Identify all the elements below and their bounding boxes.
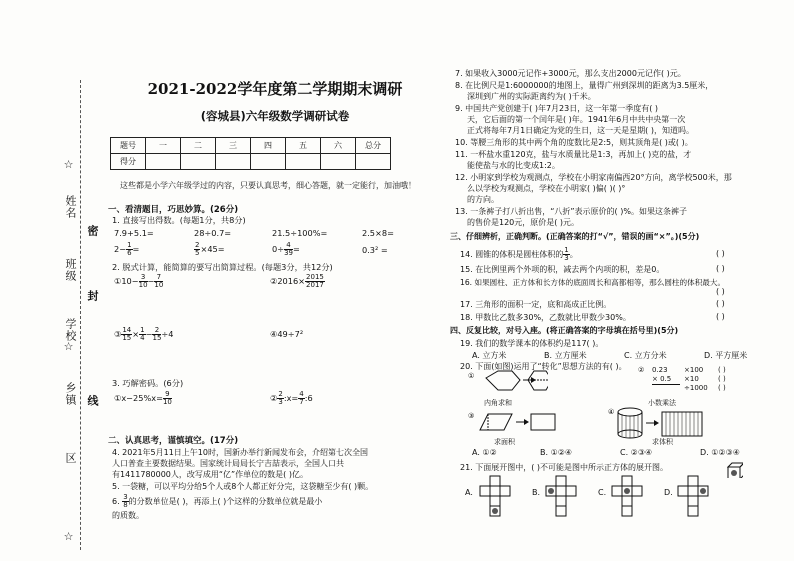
q11-line2: 能使盐与水的比变成1:2。 — [467, 161, 560, 170]
section-3-title: 三、仔细辨析，正确判断。(正确答案的打“√”，错误的画“×”。)(5分) — [450, 232, 700, 241]
binding-margin — [0, 0, 100, 561]
q7-text: 7. 如果收入3000元记作+3000元，那么支出2000元记作( )元。 — [455, 69, 686, 78]
cube-net-b — [544, 474, 584, 522]
q3-item-text: :6 — [304, 393, 313, 403]
star-mark: ☆ — [62, 530, 75, 544]
q13-line1: 13. 一条裤子打八折出售，“八折”表示原价的( )%。如果这条裤子 — [455, 207, 687, 216]
score-cell[interactable] — [251, 154, 286, 170]
q2-text: 2. 脱式计算，能简算的要写出简算过程。(每题3分，共12分) — [112, 262, 333, 272]
score-header-row — [111, 138, 391, 154]
score-cell[interactable] — [356, 154, 391, 170]
q4-line2: 人口普查主要数据结果。国家统计局局长宁吉喆表示，全国人口共 — [112, 459, 344, 468]
option-b[interactable]: B. ①②④ — [540, 448, 573, 457]
calc-line: ×10 — [684, 375, 699, 383]
option-d[interactable]: D. ①②③④ — [700, 448, 740, 457]
diagram-label-2: 小数乘法 — [648, 399, 676, 407]
q3-item-text: ①x−25%x= — [114, 393, 163, 403]
section-2-title: 二、认真思考，谨慎填空。(17分) — [108, 436, 239, 446]
q2-item-text: ①10− — [114, 276, 139, 286]
q9-line2: 天，它后面的第一个闰年是( )年。1941年6月中共中央第一次 — [467, 115, 686, 124]
q12-line3: 的方向。 — [467, 195, 499, 204]
score-cell[interactable] — [321, 154, 356, 170]
score-cell[interactable] — [216, 154, 251, 170]
option-a[interactable]: A. 立方米 — [472, 351, 507, 360]
line-text: 封 — [86, 290, 99, 302]
q3-item-text: ② — [270, 393, 278, 403]
school-label: 学校 — [64, 318, 77, 342]
name-label: 姓名 — [64, 195, 77, 219]
svg-text:①: ① — [468, 372, 475, 380]
q3-text: 3. 巧解密码。(6分) — [112, 378, 184, 388]
q17-text: 17. 三角形的面积一定，底和高成正比例。 — [460, 300, 612, 309]
q21-option-c[interactable]: C. — [598, 488, 607, 497]
cube-icon — [727, 462, 743, 478]
q2-item-text: ②2016× — [270, 276, 306, 286]
calc-line: ÷1000 — [684, 384, 708, 392]
judge-answer-box[interactable]: ( ) — [716, 312, 725, 321]
q2-item-1: ①10− $\frac{3}{10}$ − $\frac{7}{10}$ — [114, 273, 164, 289]
q14-text: 14. 圆锥的体积是圆柱体积的 $\frac{1}{3}$ 。 — [460, 246, 578, 262]
township-label: 乡镇 — [64, 382, 77, 406]
cube-net-c — [610, 474, 650, 522]
q6-line1: 6. $\frac{3}{8}$ 的分数单位是( )，再添上( )个这样的分数单位就是最小 — [112, 493, 323, 509]
option-c[interactable]: C. ②③④ — [620, 448, 653, 457]
class-label: 班级 — [64, 258, 77, 282]
q10-text: 10. 等腰三角形的其中两个角的度数比是2:5，则其顶角是( )或( )。 — [455, 138, 693, 147]
q13-line2: 的售价是120元，原价是( )元。 — [467, 218, 580, 227]
option-a[interactable]: A. ①② — [472, 448, 497, 457]
score-header-cell: 三 — [216, 138, 251, 154]
exam-title: 2021-2022学年度第二学期期末调研 — [147, 80, 403, 98]
section-4-title: 四、反复比较，对号入座。(将正确答案的字母填在括号里)(5分) — [450, 326, 679, 335]
option-c[interactable]: C. 立方分米 — [624, 351, 667, 360]
option-d[interactable]: D. 平方厘米 — [704, 351, 748, 360]
q4-line3: 有1411780000人，改写成用“亿”作单位的数是( )亿。 — [112, 470, 308, 479]
q21-text: 21. 下面展开图中，( )不可能是图中所示正方体的展开图。 — [460, 463, 669, 472]
q1-item-text: 0÷ — [272, 244, 285, 254]
q4-line1: 4. 2021年5月11日上午10时，国新办举行新闻发布会，介绍第七次全国 — [112, 448, 368, 457]
option-b[interactable]: B. 立方厘米 — [544, 351, 587, 360]
score-cell[interactable] — [286, 154, 321, 170]
q1-row2 — [114, 240, 434, 258]
exam-subtitle: (容城县)六年级数学调研试卷 — [200, 109, 350, 123]
fraction: $\frac{4}{39}$ — [284, 241, 293, 257]
q1-item: 21.5÷100%= — [272, 228, 328, 238]
judge-answer-box[interactable]: ( ) — [716, 299, 725, 308]
q19-text: 19. 我们的数学课本的体积约是117( )。 — [460, 339, 604, 348]
q21-option-a[interactable]: A. — [465, 488, 473, 497]
q1-item: 7.9+5.1= — [114, 228, 154, 238]
district-label: 区 — [64, 452, 77, 464]
score-table — [110, 137, 391, 170]
intro-text: 这些都是小学六年级学过的内容，只要认真思考，细心答题，就一定能行，加油哦！ — [120, 181, 416, 190]
score-header-cell: 六 — [321, 138, 356, 154]
q9-line1: 9. 中国共产党创建于( )年7月23日，这一年第一季度有( ) — [455, 104, 659, 113]
score-cell[interactable] — [181, 154, 216, 170]
q15-text: 15. 在比例里两个外项的积，减去两个内项的积，差是0。 — [460, 265, 665, 274]
cylinder-diagram — [608, 404, 708, 440]
score-header-cell: 一 — [146, 138, 181, 154]
calc-line: 0.23 — [652, 366, 668, 374]
diagram-label-3: 求面积 — [494, 438, 515, 446]
q3-item-text: :x= — [283, 393, 299, 403]
score-cell[interactable] — [146, 154, 181, 170]
q6-line2: 的质数。 — [112, 511, 144, 520]
q21-option-b[interactable]: B. — [532, 488, 541, 497]
q6-text: 的分数单位是( )，再添上( )个这样的分数单位就是最小 — [128, 497, 323, 506]
q6-text: 6. — [112, 497, 123, 506]
star-mark: ☆ — [62, 340, 75, 354]
calc-rule — [652, 384, 680, 385]
score-header-cell: 四 — [251, 138, 286, 154]
diagram-label-1: 内角求和 — [484, 399, 512, 407]
q1-item: 2− $\frac{1}{6}$ = — [114, 241, 140, 257]
exam-page: 姓名 班级 学校 乡镇 区 密 封 线 ☆ ☆ ☆ 2021-2022学年度第二学期期末调研 (容城县)六年级数学调研试卷 题号 一 二 三 四 五 六 总分 得分 这些都是小学六年级学过的内容，只要认真思考，细心答题，就一定能行，加油哦！ 一、看清题目，巧思妙算。(26分) 1. 直接写出得数。(每题1分，共8分) 7.9+5.1= 28÷0.7= 21.5÷100%= 2.5×8= 2− $\frac{1}{6}$ = $\frac{2}{5}$ ×45= 0÷ $\frac{4}{39}$ = 0.3² = 2. 脱式计算，能简算的要写出简算过程。(每题3分，共12分) ①10− $\frac{3}{10}$ − $\frac{7}{10}$ ②2016× $\frac{2015}{2017}$ ③ $\frac{14}{15}$ × $\frac{1}{4}$ − $\frac{2}{15}$ ÷4 ④49÷7² 3. 巧解密码。(6分) ①x−25%x= $\frac{9}{10}$ ② $\frac{2}{3}$ :x= $\frac{4}{7}$ :6 二、认真思考，谨慎填空。(17分) 4. 2021年5月11日上午10时，国新办举行新闻发布会，介绍第七次全国 人口普查主要数据结果。国家统计局局长宁吉喆表示，全国人口共 有1411780000人，改写成用“亿”作单位的数是( )亿。 5. 一袋糖，可以平均分给5个人或8个人都正好分完，这袋糖至少有( )颗。 6. $\frac{3}{8}$ 的分数单位是( )，再添上( )个这样的分数单位就是最小 的质数。 7. 如果收入3000元记作+3000元，那么支出2000元记作( )元。 8. 在比例尺是1:6000000的地图上，量得广州到深圳的距离为3.5厘米， 深圳到广州的实际距离约为( )千米。 9. 中国共产党创建于( )年7月23日，这一年第一季度有( ) 天，它后面的第一个闰年是( )年。1941年6月中共中央第一次 正式将每年7月1日确定为党的生日，这一天是星期( )，知道吗。 10. 等腰三角形的其中两个角的度数比是2:5，则其顶角是( )或( )。 11. 一杯盐水重120克，盐与水质量比是1:3，再加上( )克的盐，才 能使盐与水的比变成1:2。 12. 小明家到学校为观测点，学校在小明家南偏西20°方向，离学校500米，那 么以学校为观测点，学校在小明家( )偏( )( )° 的方向。 13. 一条裤子打八折出售，“八折”表示原价的( )%。如果这条裤子 的售价是120元，原价是( )元。 三、仔细辨析，正确判断。(正确答案的打“√”，错误的画“×”。)(5分) 14. 圆锥的体积是圆柱体积的 $\frac{1}{3}$ 。 ( ) 15. 在比例里两个外项的积，减去两个内项的积，差是0。 ( ) 16. 如果圆柱、正方体和长方体的底面周长和高都相等，那么圆柱的体积最大。 ( ) 17. 三角形的面积一定，底和高成正比例。 ( ) 18. 甲数比乙数多30%，乙数就比甲数少30%。 ( ) 四、反复比较，对号入座。(将正确答案的字母填在括号里)(5分) 19. 我们的数学课本的体积约是117( )。 A. 立方米 B. 立方厘米 C. 立方分米 D. 平方厘米 20. 下面(如图)运用了“转化”思想方法的有( )。 ① 内角求和 ② 0.23 × 0.5 ×100 ×10 ÷1000 ( ) ( ) ( ) 小数乘法 ③ 求面积 ④ 求体积 A. ①② B. ①②④ C. ②③④ D. ①②③④ 21. 下面展开图中，( )不可能是图中所示正方体的展开图。 A. B. C. D. — [0, 0, 794, 561]
calc-line: × 0.5 — [652, 375, 672, 383]
q11-line1: 11. 一杯盐水重120克，盐与水质量比是1:3，再加上( )克的盐，才 — [455, 150, 692, 159]
score-header-cell: 五 — [286, 138, 321, 154]
diagram-label-4: 求体积 — [652, 438, 673, 446]
wire-text: 线 — [86, 395, 99, 407]
cube-net-d — [676, 474, 716, 522]
cube-net-a — [478, 474, 518, 522]
q9-line3: 正式将每年7月1日确定为党的生日，这一天是星期( )，知道吗。 — [467, 126, 694, 135]
judge-answer-box[interactable]: ( ) — [716, 264, 725, 273]
q1-item: 2.5×8= — [362, 228, 394, 238]
score-row — [111, 154, 391, 170]
parallelogram-diagram — [468, 408, 558, 438]
q12-line2: 么以学校为观测点，学校在小明家( )偏( )( )° — [467, 184, 626, 193]
score-header-cell: 题号 — [111, 138, 146, 154]
q21-option-d[interactable]: D. — [664, 488, 673, 497]
score-header-cell: 二 — [181, 138, 216, 154]
q18-text: 18. 甲数比乙数多30%，乙数就比甲数少30%。 — [460, 313, 631, 322]
q14-text-a: 14. 圆锥的体积是圆柱体积的 — [460, 250, 564, 259]
q2-item-text: ③ — [114, 329, 122, 339]
q16-text: 16. 如果圆柱、正方体和长方体的底面周长和高都相等，那么圆柱的体积最大。 — [460, 278, 726, 287]
judge-answer-box[interactable]: ( ) — [716, 287, 725, 296]
section-1-title: 一、看清题目，巧思妙算。(26分) — [108, 205, 239, 215]
q2-item-text: ÷4 — [161, 329, 174, 339]
q1-item: 28÷0.7= — [194, 228, 232, 238]
q20-text: 20. 下面(如图)运用了“转化”思想方法的有( )。 — [460, 362, 627, 371]
calc-line: ×100 — [684, 366, 704, 374]
q5-text: 5. 一袋糖，可以平均分给5个人或8个人都正好分完，这袋糖至少有( )颗。 — [112, 482, 374, 491]
q2-item-4: ④49÷7² — [270, 329, 304, 339]
q1-item: 0.3² = — [362, 245, 388, 255]
q2-item-3: ③ $\frac{14}{15}$ × $\frac{1}{4}$ − $\frac{2}{15}$ ÷4 — [114, 326, 174, 342]
star-mark: ☆ — [62, 158, 75, 172]
q2-item-2: ②2016× $\frac{2015}{2017}$ — [270, 273, 324, 289]
svg-text:④: ④ — [608, 408, 615, 416]
fraction: $\frac{2}{5}$ — [195, 241, 200, 257]
q1-text: 1. 直接写出得数。(每题1分，共8分) — [112, 215, 246, 225]
q1-item-text: 2− — [114, 244, 127, 254]
q12-line1: 12. 小明家到学校为观测点，学校在小明家南偏西20°方向，离学校500米，那 — [455, 173, 732, 182]
judge-answer-box[interactable]: ( ) — [716, 249, 725, 258]
seal-line — [80, 80, 81, 550]
q14-text-b: 。 — [569, 250, 578, 259]
score-header-cell: 总分 — [356, 138, 391, 154]
q8-line2: 深圳到广州的实际距离约为( )千米。 — [467, 92, 596, 101]
q8-line1: 8. 在比例尺是1:6000000的地图上，量得广州到深圳的距离为3.5厘米， — [455, 81, 714, 90]
q1-item: $\frac{2}{5}$ ×45= — [195, 241, 225, 257]
svg-text:③: ③ — [468, 412, 475, 420]
q3-item-1: ①x−25%x= $\frac{9}{10}$ — [114, 390, 172, 406]
score-row-label: 得分 — [111, 154, 146, 170]
seal-text: 密 — [86, 225, 99, 237]
q3-item-2: ② $\frac{2}{3}$ :x= $\frac{4}{7}$ :6 — [270, 390, 313, 406]
q1-item: 0÷ $\frac{4}{39}$ = — [272, 241, 300, 257]
fraction: $\frac{1}{6}$ — [127, 241, 132, 257]
